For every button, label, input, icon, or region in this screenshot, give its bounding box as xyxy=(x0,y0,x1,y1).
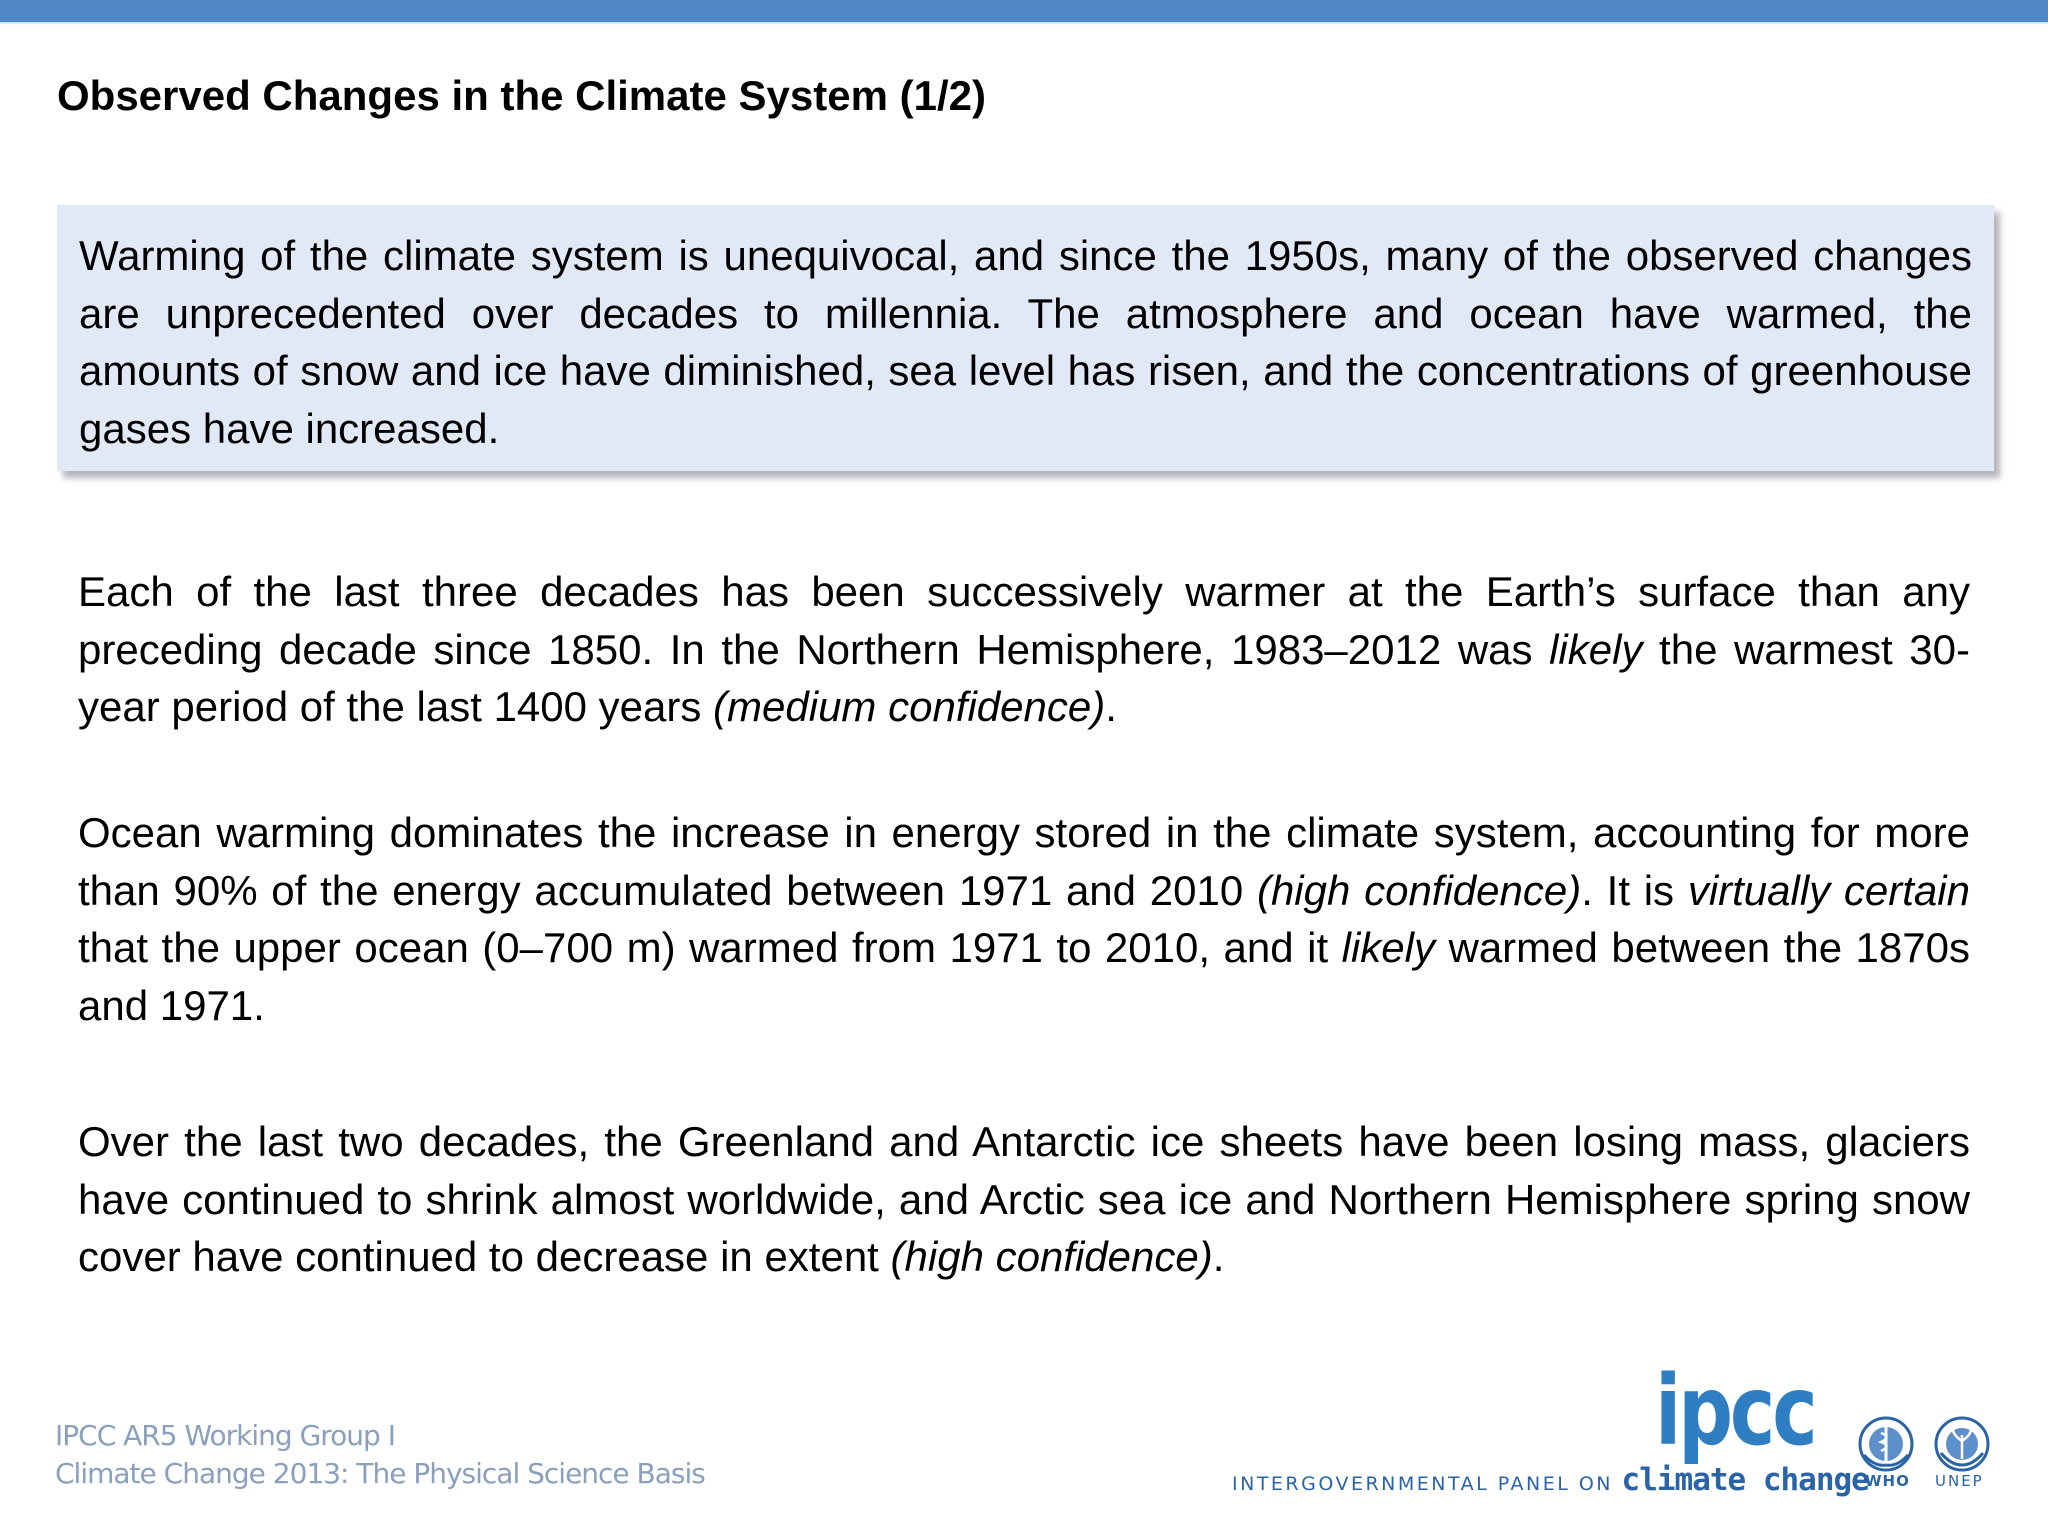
p2-text-a: Ocean warming dominates the increase in energy stored in the climate system, accounting for more than 90% of the energy accumulated between 1971 and 2010 xyxy=(78,809,1970,914)
p2-confidence: (high confidence) xyxy=(1256,866,1582,914)
ipcc-tagline-big: climate change xyxy=(1621,1462,1869,1498)
p1-text-a: Each of the last three decades has been successively warmer at the Earth’s surface than any preceding decade since 1850. In the Northern Hemisphere, 1983–2012 was xyxy=(78,568,1970,673)
p2-virtually-certain: virtually certain xyxy=(1687,866,1970,914)
p1-confidence: (medium confidence) xyxy=(713,683,1106,730)
p2-text-g: warmed between the 1870s and 1971. xyxy=(78,924,1970,1029)
footer-report-title: Climate Change 2013: The Physical Science Basis xyxy=(55,1457,705,1490)
paragraph-ice-loss xyxy=(78,1113,1970,1286)
summary-box xyxy=(57,205,1994,471)
slide-title: Observed Changes in the Climate System (1/2) xyxy=(57,72,986,119)
top-accent-bar-shadow xyxy=(0,22,2048,25)
ipcc-tagline xyxy=(1232,1462,1869,1498)
paragraph-ocean-warming xyxy=(78,804,1970,1034)
footer-working-group: IPCC AR5 Working Group I xyxy=(55,1419,395,1452)
summary-text: Warming of the climate system is unequivocal, and since the 1950s, many of the observed changes are unprecedented over decades to millennia. The atmosphere and ocean have warmed, the amounts of snow and ice have diminished, sea level has risen, and the concentrations of greenhouse gases have increased. xyxy=(79,232,1972,452)
footer-report-info xyxy=(55,1417,705,1493)
p1-text-c: the warmest 30-year period of the last 1400 years xyxy=(78,625,1970,730)
p2-likely: likely xyxy=(1341,924,1435,971)
top-accent-bar xyxy=(0,0,2048,22)
p3-text-c: . xyxy=(1212,1233,1225,1280)
unep-emblem-icon xyxy=(1933,1415,1991,1478)
who-label: WHO xyxy=(1865,1472,1910,1490)
p1-likely: likely xyxy=(1549,625,1643,673)
ipcc-logo: ipcc xyxy=(1655,1355,1815,1467)
p3-confidence: (high confidence) xyxy=(890,1233,1213,1280)
p2-text-c: . It is xyxy=(1581,866,1688,914)
who-emblem-icon xyxy=(1857,1415,1915,1478)
ipcc-tagline-small: INTERGOVERNMENTAL PANEL ON xyxy=(1232,1473,1622,1495)
p2-text-e: that the upper ocean (0–700 m) warmed from 1971 to 2010, and it xyxy=(78,924,1342,971)
paragraph-surface-warming xyxy=(78,563,1970,736)
p1-text-e: . xyxy=(1105,683,1117,730)
p3-text-a: Over the last two decades, the Greenland and Antarctic ice sheets have been losing mass, glaciers have continued to shrink almost worldwide, and Arctic sea ice and Northern Hemisphere spring snow cover have continued to decrease in extent xyxy=(78,1118,1970,1280)
unep-label: UNEP xyxy=(1935,1472,1984,1490)
